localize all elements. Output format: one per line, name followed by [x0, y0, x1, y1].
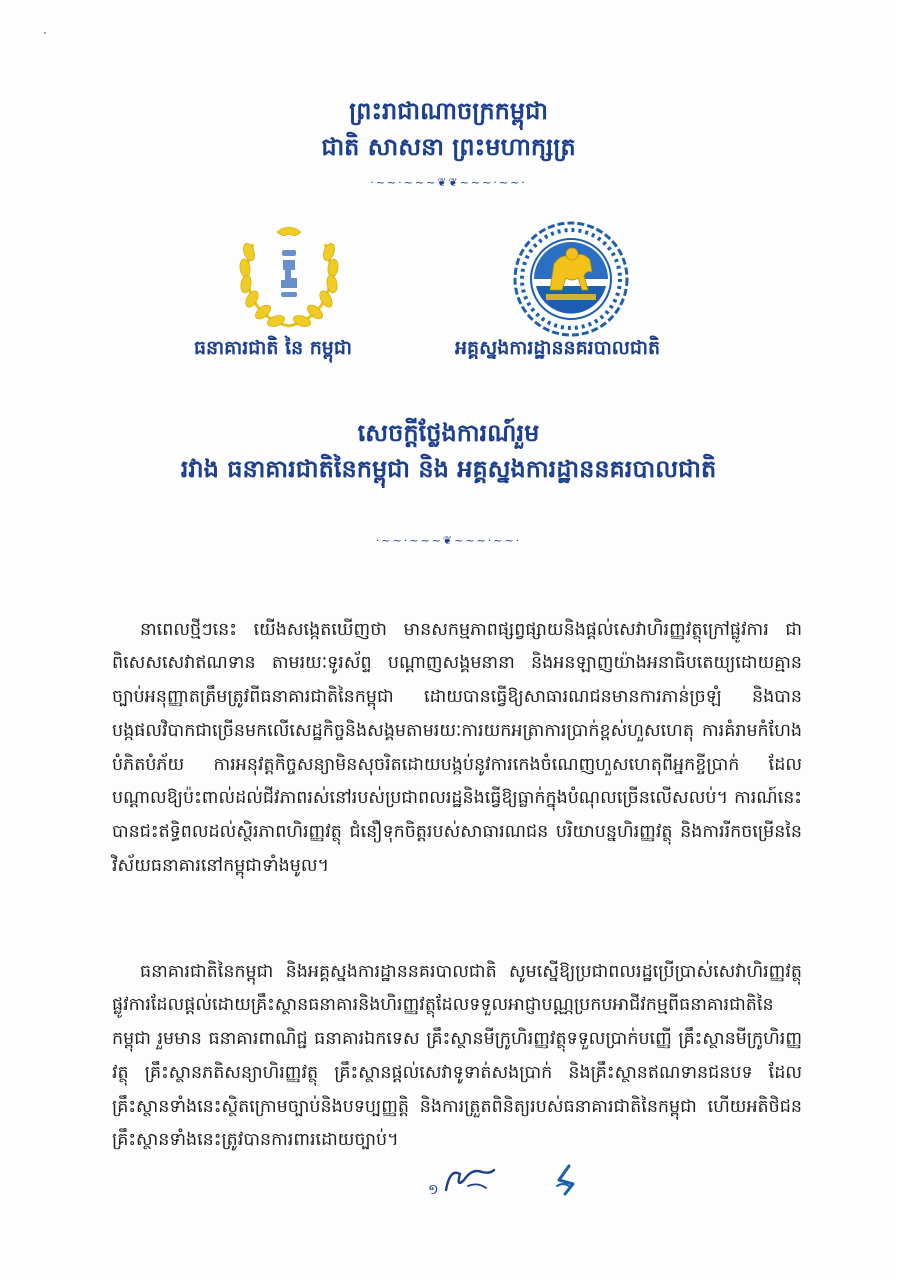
national-bank-name: ធនាគារជាតិ នៃ កម្ពុជា [194, 337, 352, 359]
national-police-emblem-icon [512, 220, 630, 338]
statement-subtitle: រវាង ធនាគារជាតិនៃកម្ពុជា និង អគ្គស្នងការដ្ឋាននគរបាលជាតិ [180, 455, 717, 483]
handwritten-initial-2 [551, 1162, 581, 1198]
body-paragraph-2: ធនាគារជាតិនៃកម្ពុជា និងអគ្គស្នងការដ្ឋាននគរបាលជាតិ សូមស្នើឱ្យប្រជាពលរដ្ឋប្រើប្រាស់សេវាហិរញ្ញវត្ថុផ្លូវការដែលផ្តល់ដោយគ្រឹះស្ថានធនាគារនិងហិរញ្ញវត្ថុដែលទទួលអាជ្ញាបណ្ណប្រកបអាជីវកម្មពីធនាគារជាតិនៃកម្ពុជា រួមមាន ធនាគារពាណិជ្ជ ធនាគារឯកទេស គ្រឹះស្ថានមីក្រូហិរញ្ញវត្ថុទទួលប្រាក់បញ្ញើ គ្រឹះស្ថានមីក្រូហិរញ្ញវត្ថុ គ្រឹះស្ថានភតិសន្យាហិរញ្ញវត្ថុ គ្រឹះស្ថានផ្តល់សេវាទូទាត់សងប្រាក់ និងគ្រឹះស្ថានឥណទានជនបទ ដែលគ្រឹះស្ថានទាំងនេះស្ថិតក្រោមច្បាប់និងបទប្បញ្ញត្តិ និងការត្រួតពិនិត្យរបស់ធនាគារជាតិនៃកម្ពុជា ហើយអតិថិជនគ្រឹះស្ថានទាំងនេះត្រូវបានការពារដោយច្បាប់។ [112, 961, 802, 1151]
national-police-name: អគ្គស្នងការដ្ឋាននគរបាលជាតិ [455, 337, 661, 359]
page-number: ១ [428, 1182, 439, 1198]
national-bank-emblem-icon [233, 222, 345, 334]
motto-heading: ជាតិ សាសនា ព្រះមហាក្សត្រ [321, 133, 576, 161]
header-ornament: ·~~·~~~❦❦~~~·~~· [370, 176, 527, 189]
statement-title: សេចក្តីថ្លែងការណ៍រួម [357, 419, 540, 447]
title-ornament: ·~~·~~~❦~~~·~~· [375, 534, 522, 547]
body-paragraph-1: នាពេលថ្មីៗនេះ យើងសង្កេតឃើញថា មានសកម្មភាពផ្សព្វផ្សាយនិងផ្តល់សេវាហិរញ្ញវត្ថុក្រៅផ្លូវការ ជាពិសេសសេវាឥណទាន តាមរយៈទូរស័ព្ទ បណ្តាញសង្គមនានា និងអនឡាញយ៉ាងអនាធិបតេយ្យដោយគ្មានច្បាប់អនុញ្ញាតត្រឹមត្រូវពីធនាគារជាតិនៃកម្ពុជា ដោយបានធ្វើឱ្យសាធារណជនមានការភាន់ច្រឡំ និងបានបង្កផលវិបាកជាច្រើនមកលើសេដ្ឋកិច្ចនិងសង្គមតាមរយៈការយកអត្រាការប្រាក់ខ្ពស់ហួសហេតុ ការគំរាមកំហែងបំភិតបំភ័យ ការអនុវត្តកិច្ចសន្យាមិនសុចរិតដោយបង្កប់នូវការកេងចំណេញហួសហេតុពីអ្នកខ្ចីប្រាក់ ដែលបណ្តាលឱ្យប៉ះពាល់ដល់ជីវភាពរស់នៅរបស់ប្រជាពលរដ្ឋនិងធ្វើឱ្យធ្លាក់ក្នុងបំណុលច្រើនលើសលប់។ ការណ៍នេះបានជះឥទ្ធិពលដល់ស្ថិរភាពហិរញ្ញវត្ថុ ជំនឿទុកចិត្តរបស់សាធារណជន បរិយាបន្នហិរញ្ញវត្ថុ និងការរីកចម្រើននៃវិស័យធនាគារនៅកម្ពុជាទាំងមូល។ [112, 619, 802, 877]
kingdom-heading: ព្រះរាជាណាចក្រកម្ពុជា [349, 97, 548, 125]
scan-speck [44, 32, 46, 34]
handwritten-initial-1 [438, 1160, 502, 1200]
